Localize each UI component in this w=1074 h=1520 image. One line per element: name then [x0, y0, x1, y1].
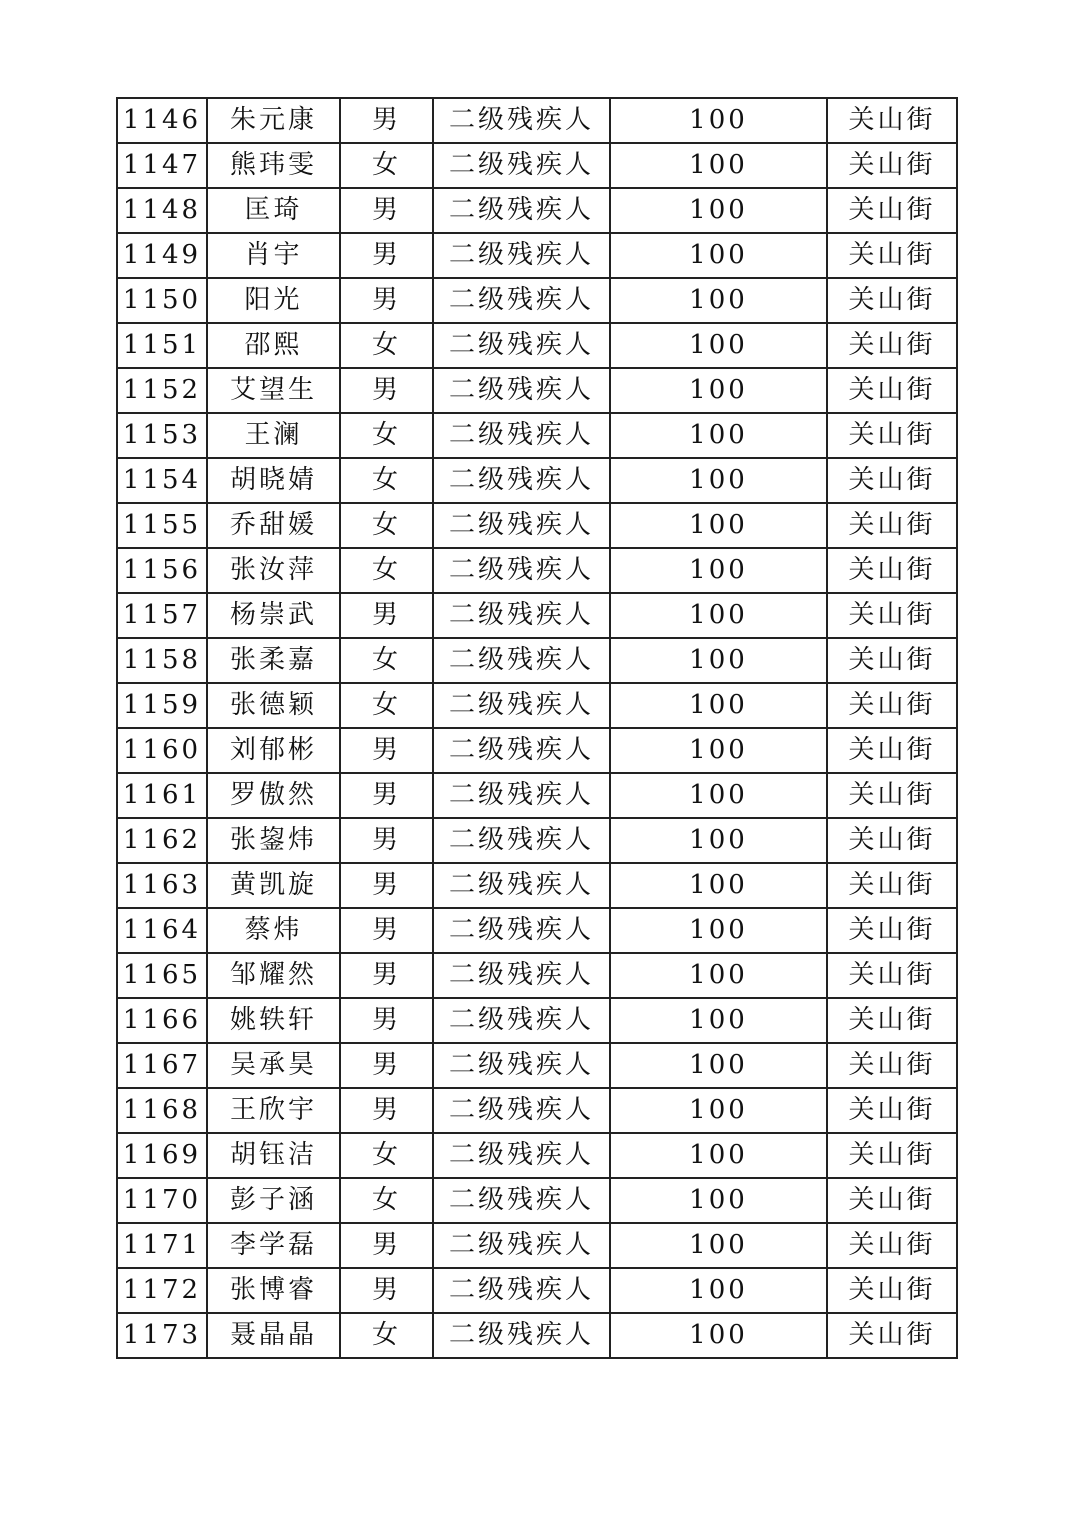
- cell-amount: 100: [610, 98, 827, 143]
- cell-street: 关山街: [827, 1313, 957, 1358]
- cell-number: 1164: [117, 908, 207, 953]
- cell-street: 关山街: [827, 998, 957, 1043]
- table-row: [117, 413, 957, 458]
- cell-disability-level: 二级残疾人: [433, 908, 610, 953]
- table-row: [117, 863, 957, 908]
- cell-name: 黄凯旋: [207, 863, 340, 908]
- cell-number: 1163: [117, 863, 207, 908]
- cell-gender: 男: [340, 818, 433, 863]
- table-row: [117, 818, 957, 863]
- cell-gender: 男: [340, 728, 433, 773]
- table-row: [117, 1178, 957, 1223]
- cell-gender: 男: [340, 368, 433, 413]
- cell-disability-level: 二级残疾人: [433, 368, 610, 413]
- cell-gender: 女: [340, 548, 433, 593]
- cell-amount: 100: [610, 818, 827, 863]
- cell-number: 1170: [117, 1178, 207, 1223]
- table-row: [117, 1223, 957, 1268]
- cell-street: 关山街: [827, 638, 957, 683]
- cell-number: 1160: [117, 728, 207, 773]
- cell-disability-level: 二级残疾人: [433, 143, 610, 188]
- cell-number: 1151: [117, 323, 207, 368]
- cell-name: 张汝萍: [207, 548, 340, 593]
- cell-gender: 女: [340, 1178, 433, 1223]
- cell-disability-level: 二级残疾人: [433, 233, 610, 278]
- cell-street: 关山街: [827, 1268, 957, 1313]
- cell-street: 关山街: [827, 233, 957, 278]
- cell-disability-level: 二级残疾人: [433, 1133, 610, 1178]
- cell-disability-level: 二级残疾人: [433, 1268, 610, 1313]
- table-row: [117, 1313, 957, 1358]
- cell-amount: 100: [610, 908, 827, 953]
- cell-disability-level: 二级残疾人: [433, 1178, 610, 1223]
- cell-number: 1162: [117, 818, 207, 863]
- cell-amount: 100: [610, 1268, 827, 1313]
- cell-amount: 100: [610, 1223, 827, 1268]
- cell-name: 张柔嘉: [207, 638, 340, 683]
- cell-gender: 女: [340, 1133, 433, 1178]
- cell-street: 关山街: [827, 728, 957, 773]
- table-row: [117, 1268, 957, 1313]
- cell-number: 1168: [117, 1088, 207, 1133]
- table-row: [117, 1133, 957, 1178]
- cell-amount: 100: [610, 683, 827, 728]
- cell-disability-level: 二级残疾人: [433, 863, 610, 908]
- table-row: [117, 323, 957, 368]
- cell-number: 1167: [117, 1043, 207, 1088]
- cell-gender: 男: [340, 278, 433, 323]
- cell-amount: 100: [610, 1088, 827, 1133]
- cell-amount: 100: [610, 143, 827, 188]
- cell-amount: 100: [610, 998, 827, 1043]
- cell-number: 1171: [117, 1223, 207, 1268]
- cell-street: 关山街: [827, 773, 957, 818]
- cell-amount: 100: [610, 1043, 827, 1088]
- cell-number: 1155: [117, 503, 207, 548]
- cell-street: 关山街: [827, 503, 957, 548]
- cell-amount: 100: [610, 413, 827, 458]
- table-row: [117, 638, 957, 683]
- cell-amount: 100: [610, 278, 827, 323]
- cell-disability-level: 二级残疾人: [433, 638, 610, 683]
- cell-street: 关山街: [827, 593, 957, 638]
- cell-amount: 100: [610, 773, 827, 818]
- cell-number: 1152: [117, 368, 207, 413]
- cell-gender: 男: [340, 98, 433, 143]
- cell-gender: 女: [340, 143, 433, 188]
- table-row: [117, 98, 957, 143]
- cell-name: 王欣宇: [207, 1088, 340, 1133]
- table-row: [117, 728, 957, 773]
- cell-name: 阳光: [207, 278, 340, 323]
- cell-amount: 100: [610, 548, 827, 593]
- cell-name: 吴承昊: [207, 1043, 340, 1088]
- cell-number: 1156: [117, 548, 207, 593]
- cell-street: 关山街: [827, 1133, 957, 1178]
- cell-disability-level: 二级残疾人: [433, 593, 610, 638]
- cell-number: 1153: [117, 413, 207, 458]
- cell-number: 1147: [117, 143, 207, 188]
- cell-amount: 100: [610, 953, 827, 998]
- cell-name: 匡琦: [207, 188, 340, 233]
- cell-amount: 100: [610, 863, 827, 908]
- cell-gender: 男: [340, 998, 433, 1043]
- table-row: [117, 458, 957, 503]
- table-row: [117, 368, 957, 413]
- cell-name: 聂晶晶: [207, 1313, 340, 1358]
- cell-disability-level: 二级残疾人: [433, 503, 610, 548]
- cell-name: 张德颖: [207, 683, 340, 728]
- cell-gender: 女: [340, 1313, 433, 1358]
- table-row: [117, 773, 957, 818]
- table-row: [117, 683, 957, 728]
- cell-name: 彭子涵: [207, 1178, 340, 1223]
- table-row: [117, 143, 957, 188]
- cell-disability-level: 二级残疾人: [433, 413, 610, 458]
- cell-gender: 女: [340, 323, 433, 368]
- cell-number: 1173: [117, 1313, 207, 1358]
- cell-disability-level: 二级残疾人: [433, 728, 610, 773]
- cell-amount: 100: [610, 503, 827, 548]
- cell-gender: 男: [340, 233, 433, 278]
- table-row: [117, 998, 957, 1043]
- cell-name: 熊玮雯: [207, 143, 340, 188]
- cell-gender: 男: [340, 1088, 433, 1133]
- cell-amount: 100: [610, 188, 827, 233]
- cell-name: 乔甜媛: [207, 503, 340, 548]
- cell-amount: 100: [610, 1133, 827, 1178]
- cell-name: 张鋆炜: [207, 818, 340, 863]
- cell-number: 1154: [117, 458, 207, 503]
- cell-name: 胡晓婧: [207, 458, 340, 503]
- cell-name: 蔡炜: [207, 908, 340, 953]
- cell-amount: 100: [610, 638, 827, 683]
- table-row: [117, 503, 957, 548]
- cell-number: 1166: [117, 998, 207, 1043]
- table-row: [117, 908, 957, 953]
- cell-amount: 100: [610, 1178, 827, 1223]
- cell-amount: 100: [610, 728, 827, 773]
- cell-gender: 男: [340, 773, 433, 818]
- cell-disability-level: 二级残疾人: [433, 278, 610, 323]
- table-row: [117, 1088, 957, 1133]
- cell-amount: 100: [610, 233, 827, 278]
- cell-disability-level: 二级残疾人: [433, 953, 610, 998]
- cell-street: 关山街: [827, 683, 957, 728]
- cell-disability-level: 二级残疾人: [433, 773, 610, 818]
- cell-disability-level: 二级残疾人: [433, 98, 610, 143]
- cell-gender: 男: [340, 1043, 433, 1088]
- cell-street: 关山街: [827, 98, 957, 143]
- cell-street: 关山街: [827, 1223, 957, 1268]
- cell-name: 李学磊: [207, 1223, 340, 1268]
- cell-number: 1148: [117, 188, 207, 233]
- cell-street: 关山街: [827, 953, 957, 998]
- cell-disability-level: 二级残疾人: [433, 683, 610, 728]
- cell-number: 1172: [117, 1268, 207, 1313]
- cell-disability-level: 二级残疾人: [433, 188, 610, 233]
- cell-name: 肖宇: [207, 233, 340, 278]
- cell-name: 朱元康: [207, 98, 340, 143]
- cell-street: 关山街: [827, 458, 957, 503]
- cell-gender: 男: [340, 908, 433, 953]
- cell-name: 刘郁彬: [207, 728, 340, 773]
- cell-disability-level: 二级残疾人: [433, 548, 610, 593]
- cell-street: 关山街: [827, 143, 957, 188]
- cell-street: 关山街: [827, 1178, 957, 1223]
- cell-amount: 100: [610, 593, 827, 638]
- cell-disability-level: 二级残疾人: [433, 458, 610, 503]
- cell-gender: 女: [340, 638, 433, 683]
- cell-name: 姚轶轩: [207, 998, 340, 1043]
- cell-disability-level: 二级残疾人: [433, 998, 610, 1043]
- cell-gender: 男: [340, 188, 433, 233]
- cell-street: 关山街: [827, 863, 957, 908]
- cell-name: 胡钰洁: [207, 1133, 340, 1178]
- cell-name: 杨崇武: [207, 593, 340, 638]
- cell-amount: 100: [610, 323, 827, 368]
- cell-street: 关山街: [827, 1088, 957, 1133]
- cell-gender: 女: [340, 413, 433, 458]
- cell-street: 关山街: [827, 1043, 957, 1088]
- cell-name: 艾望生: [207, 368, 340, 413]
- cell-gender: 男: [340, 1223, 433, 1268]
- roster-table: [116, 97, 958, 1359]
- cell-disability-level: 二级残疾人: [433, 1313, 610, 1358]
- table-row: [117, 548, 957, 593]
- cell-street: 关山街: [827, 908, 957, 953]
- cell-number: 1149: [117, 233, 207, 278]
- cell-amount: 100: [610, 368, 827, 413]
- cell-gender: 男: [340, 1268, 433, 1313]
- cell-gender: 女: [340, 503, 433, 548]
- table-row: [117, 278, 957, 323]
- cell-street: 关山街: [827, 368, 957, 413]
- cell-name: 王澜: [207, 413, 340, 458]
- cell-street: 关山街: [827, 323, 957, 368]
- cell-disability-level: 二级残疾人: [433, 1223, 610, 1268]
- table-row: [117, 1043, 957, 1088]
- roster-body: [117, 98, 957, 1358]
- table-row: [117, 593, 957, 638]
- cell-number: 1146: [117, 98, 207, 143]
- cell-number: 1161: [117, 773, 207, 818]
- cell-disability-level: 二级残疾人: [433, 323, 610, 368]
- cell-name: 张博睿: [207, 1268, 340, 1313]
- cell-name: 邹耀然: [207, 953, 340, 998]
- cell-street: 关山街: [827, 278, 957, 323]
- cell-gender: 女: [340, 458, 433, 503]
- cell-disability-level: 二级残疾人: [433, 818, 610, 863]
- cell-gender: 女: [340, 683, 433, 728]
- cell-gender: 男: [340, 953, 433, 998]
- cell-number: 1158: [117, 638, 207, 683]
- table-row: [117, 233, 957, 278]
- cell-street: 关山街: [827, 548, 957, 593]
- cell-name: 邵熙: [207, 323, 340, 368]
- cell-street: 关山街: [827, 188, 957, 233]
- table-row: [117, 188, 957, 233]
- cell-amount: 100: [610, 1313, 827, 1358]
- cell-number: 1165: [117, 953, 207, 998]
- cell-name: 罗傲然: [207, 773, 340, 818]
- cell-number: 1150: [117, 278, 207, 323]
- cell-number: 1157: [117, 593, 207, 638]
- cell-number: 1159: [117, 683, 207, 728]
- table-row: [117, 953, 957, 998]
- cell-street: 关山街: [827, 413, 957, 458]
- cell-number: 1169: [117, 1133, 207, 1178]
- cell-disability-level: 二级残疾人: [433, 1088, 610, 1133]
- cell-gender: 男: [340, 863, 433, 908]
- cell-street: 关山街: [827, 818, 957, 863]
- cell-disability-level: 二级残疾人: [433, 1043, 610, 1088]
- cell-amount: 100: [610, 458, 827, 503]
- cell-gender: 男: [340, 593, 433, 638]
